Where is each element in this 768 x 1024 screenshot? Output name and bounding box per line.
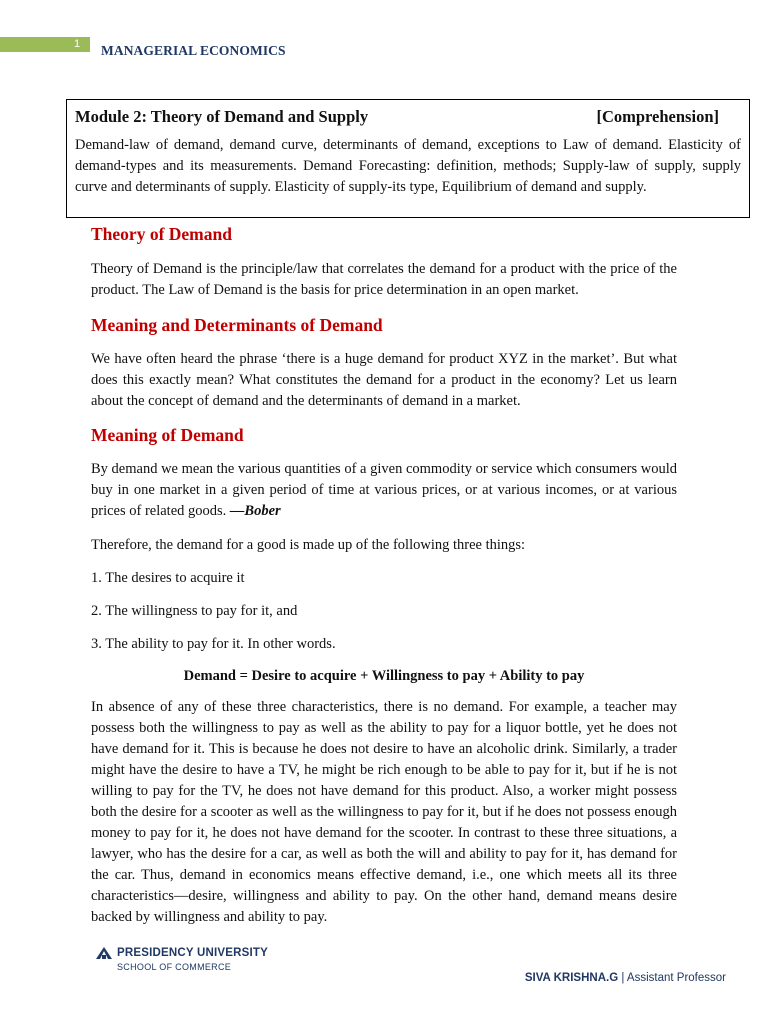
list-item-3: 3. The ability to pay for it. In other words. <box>91 636 336 652</box>
para-absence: In absence of any of these three characteristics, there is no demand. For example, a teacher may possess both the willingness to pay as well as the ability to pay for a liquor bottle, yet he does not have demand for it. This is because he does not desire to have an alcoholic drink. Similarly, a trader might have the desire to have a TV, he might be rich enough to be able to pay for it, but if he is not willing to pay for the TV, he does not have demand for this product. Also, a worker might possess both the desire for a scooter as well as the willingness to pay for it, but if he does not possess enough money to pay for it, he does not have demand for the scooter. In contrast to these three situations, a lawyer, who has the desire for a car, as well as both the will and ability to pay for it, has demand for the car. Thus, demand in economics means effective demand, i.e., one which meets all its three characteristics—desire, willingness and ability to pay. On the other hand, demand means desire backed by willingness and ability to pay. <box>91 699 677 925</box>
list-item-2: 2. The willingness to pay for it, and <box>91 603 298 619</box>
para-theory: Theory of Demand is the principle/law that correlates the demand for a product with the price of the product. The Law of Demand is the basis for price determination in an open market. <box>91 261 677 298</box>
university-name: PRESIDENCY UNIVERSITY <box>117 947 268 959</box>
logo-row <box>95 946 268 960</box>
demand-formula: Demand = Desire to acquire + Willingness to pay + Ability to pay <box>183 668 585 684</box>
para-meaning-determinants: We have often heard the phrase ‘there is a huge demand for product XYZ in the market’. But what does this exactly mean? What constitutes the demand for a product in the economy? Let us learn about the concept of demand and the determinants of demand in a market. <box>91 351 677 409</box>
definition-text: By demand we mean the various quantities of a given commodity or service which consumers would buy in one market in a given period of time at various prices, or at various incomes, or at various prices of related goods. <box>91 461 677 519</box>
university-emblem-icon <box>95 946 113 960</box>
para-therefore: Therefore, the demand for a good is made up of the following three things: <box>91 537 526 553</box>
module-title: Module 2: Theory of Demand and Supply <box>75 107 369 126</box>
module-title-row <box>75 107 741 127</box>
module-syllabus: Demand-law of demand, demand curve, determinants of demand, exceptions to Law of demand. Elasticity of demand-types and its measurements. Demand Forecasting: definition, methods; Supply-law of supply, supply curve and determinants of supply. Elasticity of supply-its type, Equilibrium of demand and supply. <box>75 137 741 195</box>
school-name: SCHOOL OF COMMERCE <box>117 962 232 972</box>
author-role: Assistant Professor <box>626 972 726 984</box>
author-name: SIVA KRISHNA.G <box>524 972 619 984</box>
para-definition <box>91 459 677 522</box>
author-separator: | <box>621 972 625 984</box>
list-item-1: 1. The desires to acquire it <box>91 570 245 586</box>
content <box>91 224 677 928</box>
footer-logo <box>95 946 268 972</box>
author-line <box>525 972 726 984</box>
module-box <box>66 99 750 218</box>
heading-meaning-determinants: Meaning and Determinants of Demand <box>91 315 383 335</box>
module-tag: [Comprehension] <box>596 107 719 126</box>
heading-meaning-of-demand: Meaning of Demand <box>91 425 244 445</box>
running-head: MANAGERIAL ECONOMICS <box>101 43 286 58</box>
definition-author: —Bober <box>229 503 281 519</box>
page-number: 1 <box>74 38 81 50</box>
heading-theory-of-demand: Theory of Demand <box>91 224 232 244</box>
